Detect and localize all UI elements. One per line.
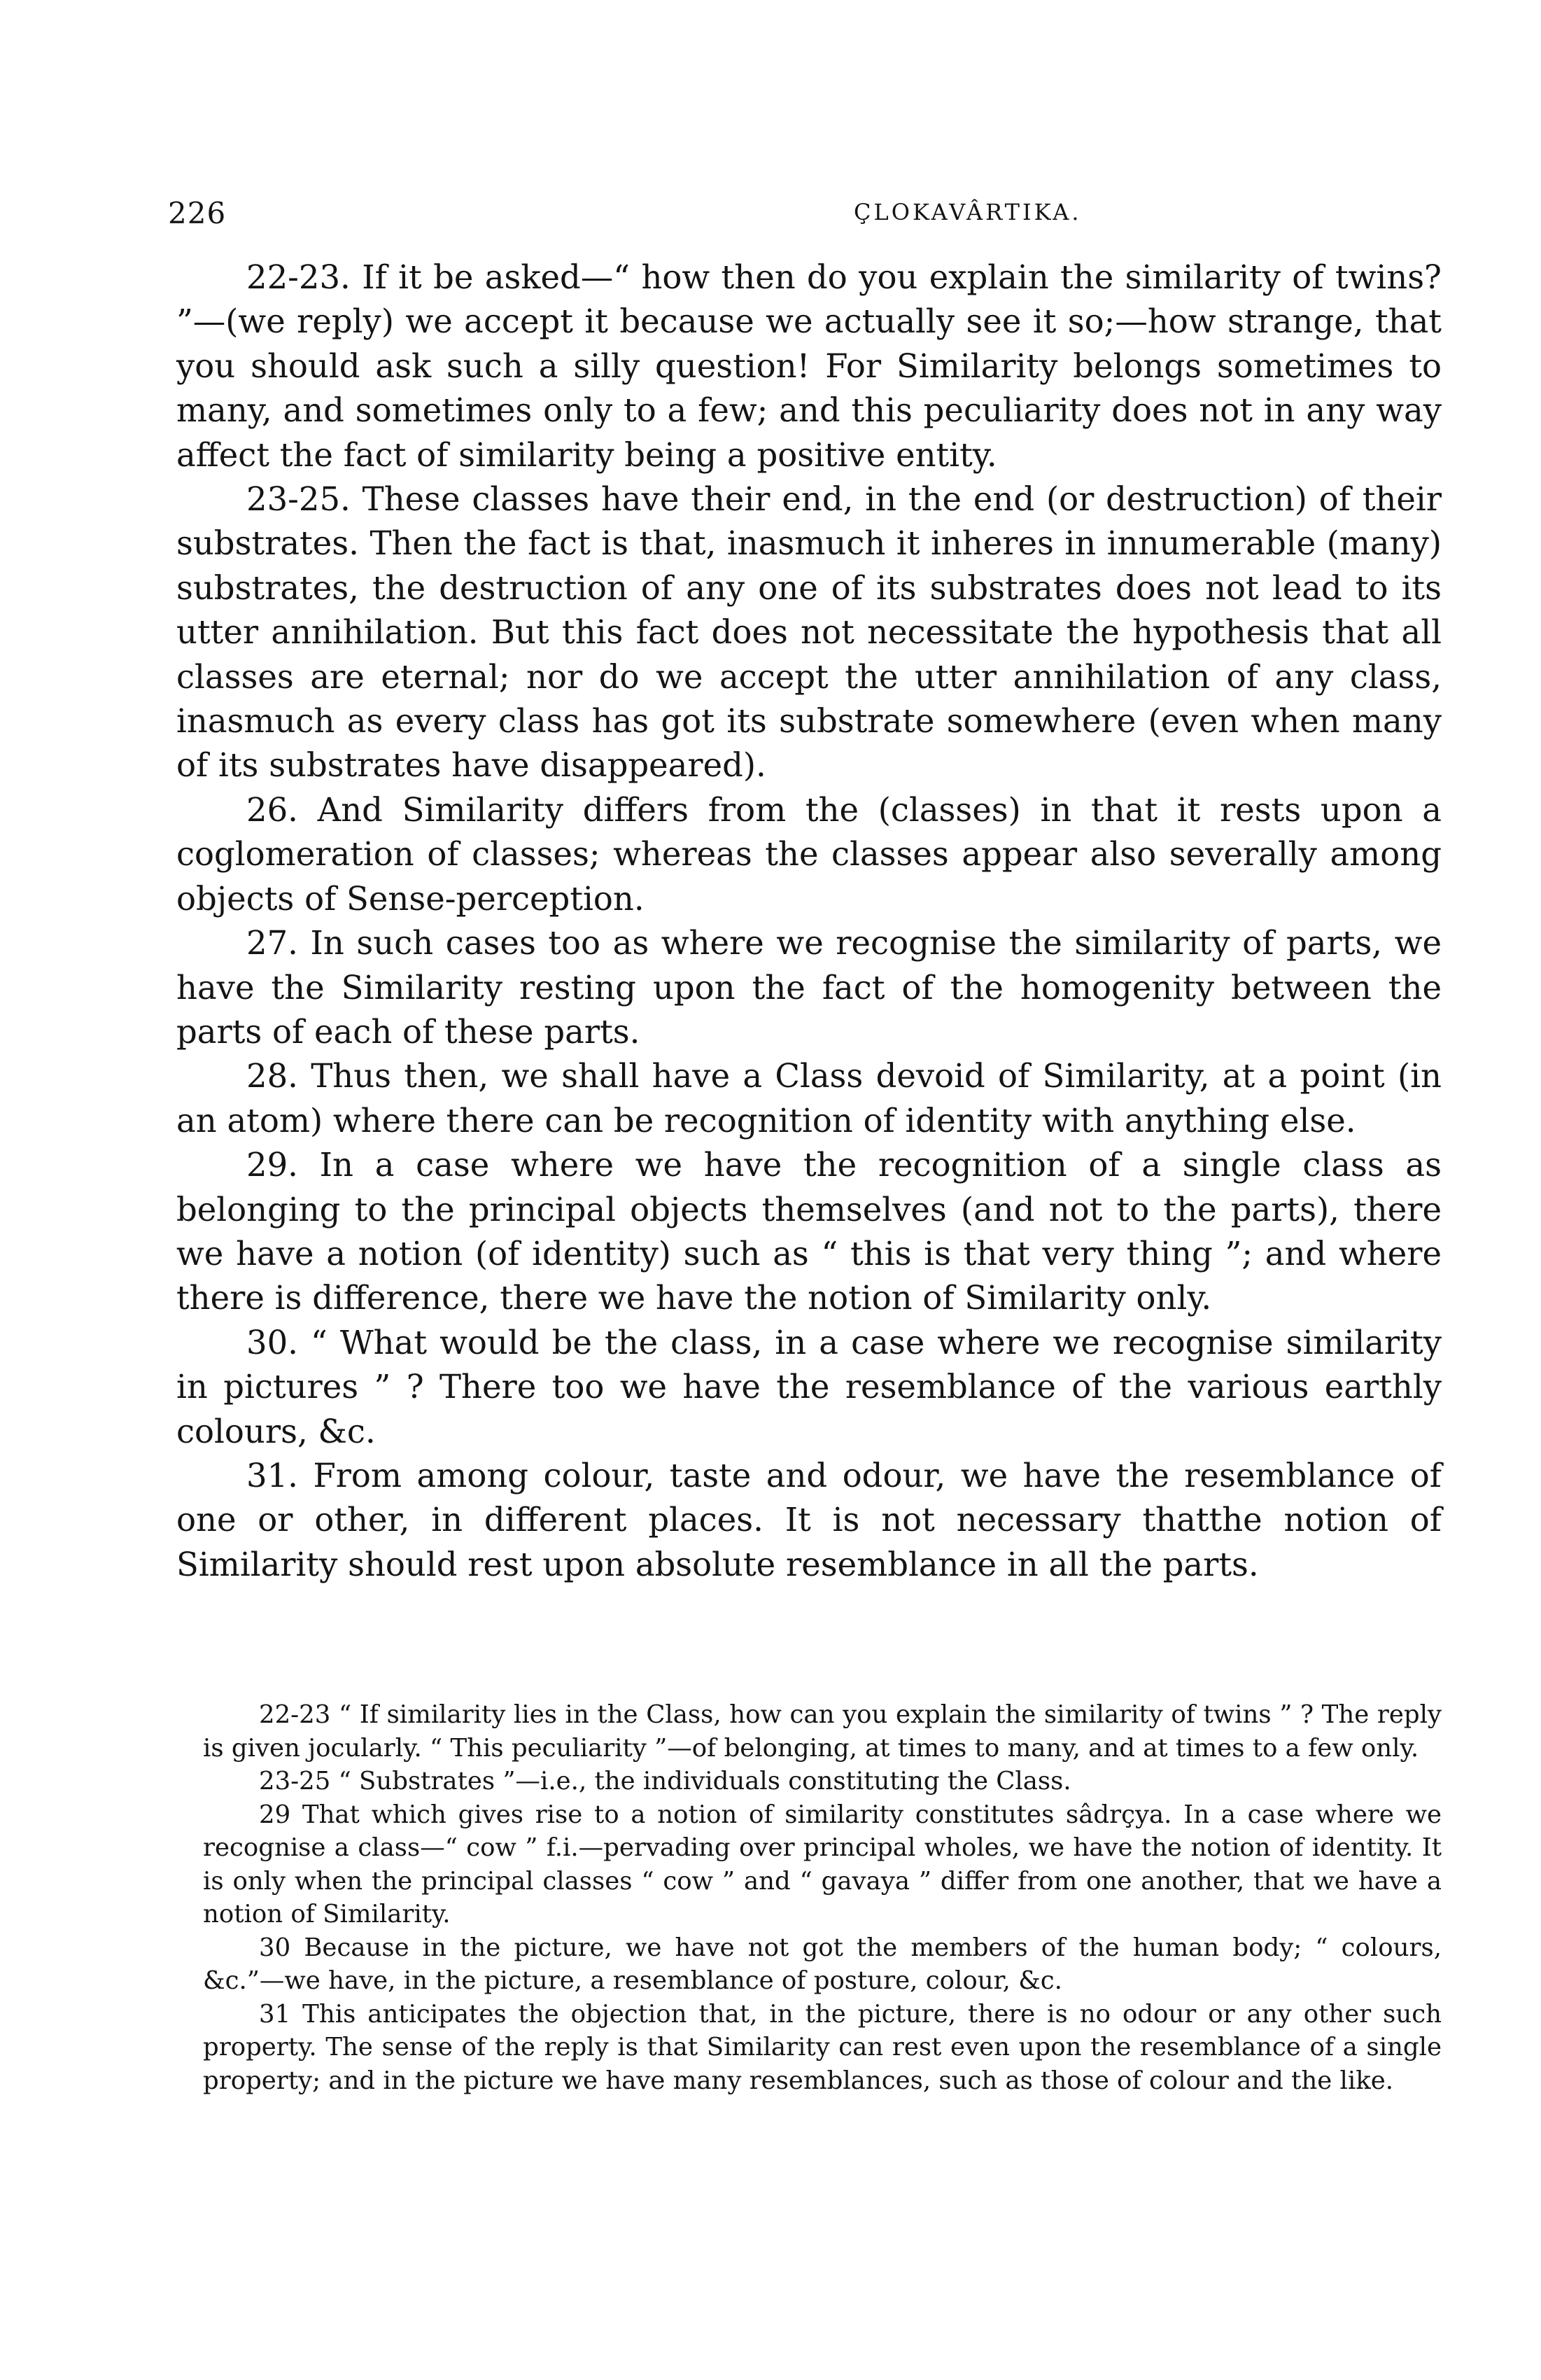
footnote-23-25: 23-25 “ Substrates ”—i.e., the individuals constituting the Class. xyxy=(259,1767,1071,1795)
page-header xyxy=(168,196,1442,238)
paragraph-31: 31. From among colour, taste and odour, we have the resemblance of one or other, in different places. It is not necessary thatthe notion of Similarity should rest upon absolute resemblance in all the parts. xyxy=(176,1456,1442,1583)
footnote-22-23: 22-23 “ If similarity lies in the Class, how can you explain the similarity of twins ” ? The reply is given jocularly. “ This peculiarity ”—of belonging, at times to many, and at times to a few only. xyxy=(203,1700,1442,1763)
footnotes xyxy=(203,1698,1442,2097)
paragraph-23-25: 23-25. These classes have their end, in the end (or destruction) of their substrates. Then the fact is that, inasmuch it inheres in innumerable (many) substrates, the destruction of any one of its substrates does not lead to its utter annihilation. But this fact does not necessitate the hypothesis that all classes are eternal; nor do we accept the utter annihilation of any class, inasmuch as every class has got its substrate somewhere (even when many of its substrates have disappeared). xyxy=(176,480,1442,785)
paragraph-30: 30. “ What would be the class, in a case where we recognise similarity in pictures ” ? There too we have the resemblance of the various earthly colours, &c. xyxy=(176,1323,1442,1450)
footnote-31: 31 This anticipates the objection that, in the picture, there is no odour or any other such property. The sense of the reply is that Similarity can rest even upon the resemblance of a single property; and in the picture we have many resemblances, such as those of colour and the like. xyxy=(203,1999,1442,2095)
footnote-30: 30 Because in the picture, we have not got the members of the human body; “ colours, &c.”—we have, in the picture, a resemblance of posture, colour, &c. xyxy=(203,1933,1442,1995)
paragraph-22-23: 22-23. If it be asked—“ how then do you explain the similarity of twins? ”—(we reply) we accept it because we actually see it so;—how strange, that you should ask such a silly question! For Similarity belongs sometimes to many, and sometimes only to a few; and this peculiarity does not in any way affect the fact of similarity being a positive entity. xyxy=(176,258,1442,474)
paragraph-27: 27. In such cases too as where we recognise the similarity of parts, we have the Similarity resting upon the fact of the homogenity between the parts of each of these parts. xyxy=(176,924,1442,1051)
paragraph-29: 29. In a case where we have the recognition of a single class as belonging to the principal objects themselves (and not to the parts), there we have a notion (of identity) such as “ this is that very thing ”; and where there is difference, there we have the notion of Similarity only. xyxy=(176,1146,1442,1317)
footnote-29: 29 That which gives rise to a notion of similarity constitutes sâdrçya. In a case where we recognise a class—“ cow ” f.i.—pervading over principal wholes, we have the notion of identity. It is only when the principal classes “ cow ” and “ gavaya ” differ from one another, that we have a notion of Similarity. xyxy=(203,1800,1442,1928)
paragraph-28: 28. Thus then, we shall have a Class devoid of Similarity, at a point (in an atom) where there can be recognition of identity with anything else. xyxy=(176,1057,1442,1140)
main-text xyxy=(176,255,1442,1587)
page-number: 226 xyxy=(168,196,227,230)
running-title: ÇLOKAVÂRTIKA. xyxy=(854,199,1082,225)
paragraph-26: 26. And Similarity differs from the (classes) in that it rests upon a coglomeration of classes; whereas the classes appear also severally among objects of Sense-perception. xyxy=(176,790,1442,918)
